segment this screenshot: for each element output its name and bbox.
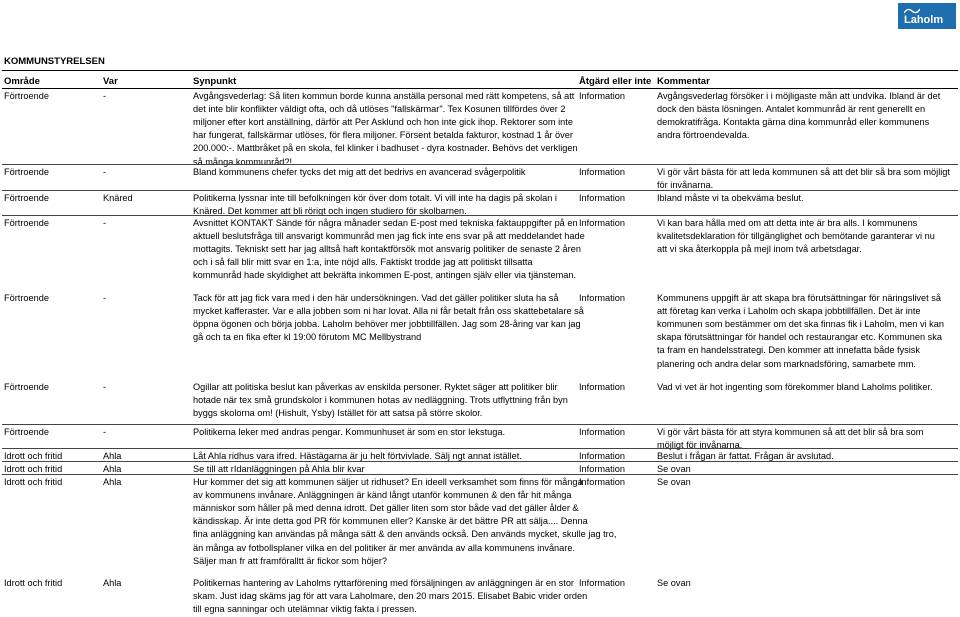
column-header-atgard: Åtgärd eller inte	[579, 76, 652, 87]
cell-atgard: Information	[579, 167, 625, 177]
cell-kommentar-line: planering och andra delar som marknadsföring, samarbete mm.	[657, 358, 916, 369]
cell-synpunkt-line: Hur kommer det sig att kommunen säljer ut ridhuset? En ideell verksamhet som finns för många	[193, 477, 583, 487]
cell-synpunkt-line: än många av fotbollsplaner vilka en del politiker är mer använda av alla kommunens invånare.	[193, 542, 576, 553]
cell-atgard: Information	[579, 451, 625, 461]
cell-var: Ahla	[103, 477, 122, 487]
cell-synpunkt-line: fina anläggning kan användas på många sätt & den används också. Den används mycket, skulle jag tro,	[193, 529, 617, 540]
cell-kommentar-line: Beslut i frågan är fattat. Frågan är avslutad.	[657, 451, 834, 461]
row-divider	[2, 474, 958, 475]
cell-kommentar-line: Ibland måste vi ta obekväma beslut.	[657, 193, 804, 203]
row-divider	[2, 190, 958, 191]
cell-kommentar-line: dock den bästa lösningen. Antalet kommunråd är rent generellt en	[657, 104, 926, 115]
divider	[2, 70, 958, 71]
cell-synpunkt-line: aktuell beslutsfråga till ansvarigt kommunråd men jag fick inte ens svar på att meddelandet hade	[193, 231, 585, 242]
cell-synpunkt-line: Bland kommunens chefer tycks det mig att det bedrivs en avancerad svågerpolitik	[193, 167, 526, 177]
cell-omrade: Förtroende	[4, 167, 49, 177]
cell-kommentar-line: andra förtroendevalda.	[657, 130, 750, 141]
cell-kommentar-line: Vi kan bara hålla med om att detta inte är bra alls. I kommunens	[657, 218, 918, 228]
cell-kommentar-line: Se ovan	[657, 578, 691, 588]
cell-kommentar-line: att företag kan verka i Laholm och skapa jobbtillfällen. Det är inte	[657, 306, 921, 317]
cell-synpunkt-line: Politikernas hantering av Laholms ryttarförening med försäljningen av anläggningen är en stor	[193, 578, 574, 588]
cell-synpunkt-line: öppna ögonen och börja jobba. Laholm behöver mer jobbtillfällen. Jag som 28-åring var kan jag	[193, 319, 581, 330]
cell-synpunkt-line: miljoner efter kort anställning, därför att Per Asklund och hon inte gick ihop. Rektorer som inte	[193, 117, 573, 128]
cell-synpunkt-line: och i så fall blir mitt svar en 1:a, inte nöjd alls. Faktiskt trodde jag att politiskt tillsatta	[193, 257, 533, 268]
row-divider	[2, 424, 958, 425]
row-divider	[2, 461, 958, 462]
cell-omrade: Förtroende	[4, 293, 49, 303]
cell-kommentar-line: Vi gör vårt bästa för att styra kommunen så att det blir så bra som	[657, 427, 924, 437]
cell-atgard: Information	[579, 578, 625, 588]
cell-var: -	[103, 293, 107, 303]
cell-omrade: Idrott och fritid	[4, 464, 63, 474]
column-header-synpunkt: Synpunkt	[193, 76, 237, 87]
cell-atgard: Information	[579, 193, 625, 203]
cell-synpunkt-line: gå och ta en fika efter kl 19:00 förutom MC Mellbystrand	[193, 332, 422, 343]
cell-synpunkt-line: till egna sanningar och utelämnar viktig fakta i pressen.	[193, 604, 417, 615]
cell-kommentar-line: Vi gör vårt bästa för att leda kommunen så att det blir så bra som möjligt	[657, 167, 950, 177]
cell-kommentar-line: möjligt för invånarna.	[657, 440, 743, 451]
cell-kommentar-line: Vad vi vet är hot ingenting som förekommer bland Laholms politiker.	[657, 382, 933, 392]
cell-kommentar-line: att vi ska återkoppla på mejl inom två arbetsdagar.	[657, 244, 862, 255]
cell-kommentar-line: skapa förutsättningar för handel och restaurangar etc. Kommunen ska	[657, 332, 942, 343]
section-title: KOMMUNSTYRELSEN	[4, 56, 105, 67]
cell-synpunkt-line: kändisskap. Är inte detta god PR för kommunen eller? Kanske är det bättre PR att sälja.... Denna	[193, 516, 588, 527]
cell-atgard: Information	[579, 91, 625, 101]
cell-atgard: Information	[579, 464, 625, 474]
cell-omrade: Förtroende	[4, 382, 49, 392]
cell-atgard: Information	[579, 427, 625, 437]
cell-var: Ahla	[103, 464, 122, 474]
cell-var: -	[103, 382, 107, 392]
cell-synpunkt-line: hotade när tex små grundskolor i kommunen hotas av nedläggning. Trots utflyttning från byn	[193, 395, 568, 406]
cell-synpunkt-line: Se till att rIdanläggningen på Ahla blir kvar	[193, 464, 365, 474]
cell-var: -	[103, 218, 107, 228]
cell-synpunkt-line: Politikerna leker med andras pengar. Kommunhuset är som en stor lekstuga.	[193, 427, 506, 437]
cell-synpunkt-line: Avgångsvederlag: Så liten kommun borde kunna anställa personal med rätt kompetens, så att	[193, 91, 575, 101]
cell-synpunkt-line: kommunråd hade skyldighet att bekräfta inkommen E-post, antingen själv eller via tjänsteman.	[193, 270, 577, 281]
cell-synpunkt-line: Tack för att jag fick vara med i den här undersökningen. Vad det gäller politiker sluta ha så	[193, 293, 559, 303]
cell-var: Ahla	[103, 578, 122, 588]
laholm-logo	[898, 3, 956, 29]
cell-var: -	[103, 427, 107, 437]
cell-synpunkt-line: Avsnittet KONTAKT Sände för några månader sedan E-post med tekniska faktauppgifter på en	[193, 218, 578, 228]
cell-synpunkt-line: det inte blir konflikter väldigt ofta, och då utlöses "fallskärmar". Tex Kosunen tillfördes över 2	[193, 104, 566, 115]
cell-atgard: Information	[579, 293, 625, 303]
column-header-omrade: Område	[4, 76, 40, 87]
cell-synpunkt-line: har fungerat, fallskärmar utlöses, för flera miljoner. Försent betalda fakturor, kostnad 1 år över	[193, 130, 573, 141]
cell-kommentar-line: kvalitetsdeklaration för tillgänglighet och bemötande garanterar vi nu	[657, 231, 935, 242]
cell-omrade: Förtroende	[4, 427, 49, 437]
cell-synpunkt-line: mottagits. Tekniskt sett har jag alltså haft kontaktförsök mot ansvarig politiker de senaste 2 åren	[193, 244, 581, 255]
cell-omrade: Förtroende	[4, 91, 49, 101]
cell-synpunkt-line: så många kommunråd?!	[193, 156, 293, 167]
cell-kommentar-line: demokratifråga. Kontakta gärna dina kommunråd eller kommunens	[657, 117, 930, 128]
cell-omrade: Förtroende	[4, 218, 49, 228]
cell-synpunkt-line: mycket kafferaster. Var e alla jobben som ni har lovat. Alla ni får betalt från oss skattebetalare så	[193, 306, 584, 317]
cell-kommentar-line: för invånarna.	[657, 180, 714, 191]
cell-var: Ahla	[103, 451, 122, 461]
column-header-kommentar: Kommentar	[657, 76, 710, 87]
cell-atgard: Information	[579, 218, 625, 228]
cell-synpunkt-line: skam. Just idag skäms jag för att vara Laholmare, den 20 mars 2015. Elisabet Babic vrider orden	[193, 591, 588, 602]
cell-var: -	[103, 167, 107, 177]
cell-synpunkt-line: av kommunens invånare. Anläggningen är känd långt utanför kommunen & den får hit många	[193, 490, 572, 501]
cell-kommentar-line: kommunen som bestämmer om det ska finnas fik i Laholm, men vi kan	[657, 319, 944, 330]
row-divider	[2, 215, 958, 216]
cell-omrade: Förtroende	[4, 193, 49, 203]
cell-kommentar-line: Avgångsvederlag försöker i i möjligaste mån att undvika. Ibland är det	[657, 91, 941, 101]
row-divider	[2, 164, 958, 165]
row-divider	[2, 448, 958, 449]
cell-var: -	[103, 91, 107, 101]
cell-var: Knäred	[103, 193, 133, 203]
cell-kommentar-line: Kommunens uppgift är att skapa bra förutsättningar för näringslivet så	[657, 293, 941, 303]
cell-synpunkt-line: Knäred. Det kommer att bli rörigt och ingen studiero för skolbarnen.	[193, 206, 467, 217]
cell-synpunkt-line: 200.000:-. Mattbråket på en skola, fel klinker i badhuset - dyra kostnader. Behövs det verkligen	[193, 143, 578, 154]
cell-synpunkt-line: människor som håller på med denna idrott. Det gäller liten som stor både vad det gäller ålder &	[193, 503, 579, 514]
cell-kommentar-line: ta fram en handelsstrategi. Den kommer att innefatta både fysisk	[657, 345, 920, 356]
cell-synpunkt-line: byggs skolorna om! (Hishult, Ysby) Istället för att satsa på större skolor.	[193, 408, 483, 419]
cell-synpunkt-line: Låt Ahla ridhus vara ifred. Hästägarna är ju helt förtvivlade. Sälj ngt annat istället.	[193, 451, 522, 461]
cell-synpunkt-line: Politikerna lyssnar inte till befolkningen kör över dom totalt. Vi vill inte ha dagis på skolan i	[193, 193, 557, 203]
cell-omrade: Idrott och fritid	[4, 578, 63, 588]
logo-text: Laholm	[904, 14, 944, 26]
cell-omrade: Idrott och fritid	[4, 477, 63, 487]
cell-atgard: Information	[579, 477, 625, 487]
cell-omrade: Idrott och fritid	[4, 451, 63, 461]
divider	[2, 88, 958, 89]
cell-synpunkt-line: Ogillar att politiska beslut kan påverkas av enskilda personer. Ryktet säger att politiker blir	[193, 382, 558, 392]
cell-kommentar-line: Se ovan	[657, 477, 691, 487]
cell-kommentar-line: Se ovan	[657, 464, 691, 474]
column-header-var: Var	[103, 76, 118, 87]
cell-atgard: Information	[579, 382, 625, 392]
cell-synpunkt-line: Säljer man fr att framföralltt är fickor som höjer?	[193, 555, 388, 566]
logo-mark-icon	[904, 7, 920, 15]
